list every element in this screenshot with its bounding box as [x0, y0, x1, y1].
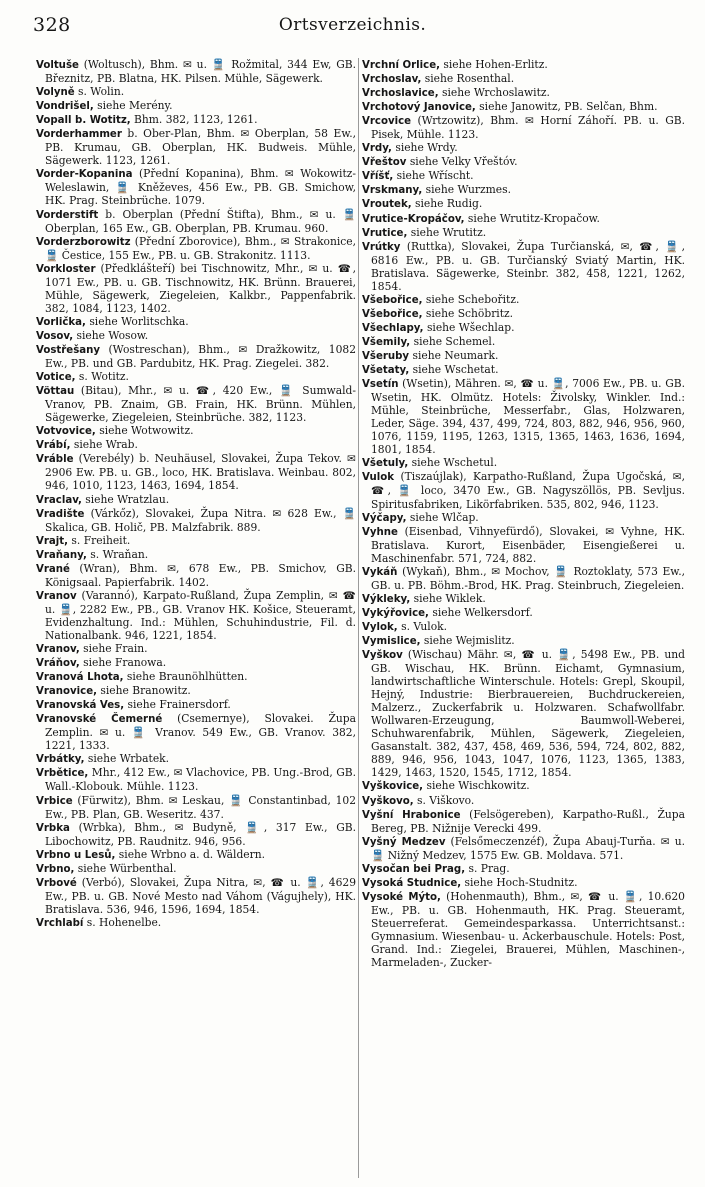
index-entry: [36, 848, 356, 862]
index-entry: [36, 127, 356, 167]
entry-text: (Varannó), Karpato-Rußland, Župa Zemplin, ✉ ☎ u. 🚆, 2282 Ew., PB., GB. Vranov HK. Košice, Steueramt, Evidenzhaltung. Ind.: Mühlen, Schuhindustrie, Fil. d. Nationalbank. 946, 1221, 1854.: [45, 588, 356, 642]
entry-headword: Vrcovice: [362, 116, 412, 128]
index-entry: [36, 167, 356, 207]
index-entry: [36, 656, 356, 670]
entry-text: s. Wraňan.: [90, 547, 149, 561]
index-entry: [36, 315, 356, 329]
entry-headword: Všetuly,: [362, 458, 409, 470]
index-entry: [36, 99, 356, 113]
entry-text: siehe Wratzlau.: [85, 492, 170, 506]
index-entry: [36, 752, 356, 766]
entry-headword: Vyhne: [362, 526, 398, 538]
entry-text: (Felsőmeczenzéf), Župa Abauj-Turňa. ✉ u. 🚆 Nižný Medzev, 1575 Ew. GB. Moldava. 571.: [371, 834, 685, 862]
entry-headword: Všeruby: [362, 350, 410, 362]
index-entry: [36, 329, 356, 343]
entry-headword: Votvovice,: [36, 426, 96, 438]
entry-text: (Wischau) Mähr. ✉, ☎ u. 🚆, 5498 Ew., PB. und GB. Wischau, HK. Brünn. Eichamt, Gymnasium, landwirtschaftliche Winterschule. Hotels: Grepl, Skoupil, Hejný, Industrie: Bierbrauereien, Buchdruckereien, Malzerz., Zuckerfabrik u. Holzwaren. Schafwollfabr. Wollwaren-Erzeugung, Baumwoll-Weberei, Schuhwarenfabrik, Mühlen, Sägewerk, Ziegeleien, Gasanstalt. 382, 437, 458, 469, 536, 594, 724, 802, 882, 889, 946, 956, 1043, 1047, 1076, 1123, 1365, 1383, 1429, 1463, 1520, 1545, 1712, 1854.: [371, 648, 685, 780]
index-entry: [362, 141, 685, 155]
entry-headword: Votice,: [36, 372, 76, 384]
index-entry: [36, 85, 356, 99]
entry-headword: Vysoké Mýto,: [362, 891, 441, 903]
index-entry: [36, 712, 356, 752]
entry-text: (Várkőz), Slovakei, Župa Nitra. ✉ 628 Ew., 🚆 Skalica, GB. Holič, PB. Malzfabrik. 889.: [45, 506, 356, 534]
entry-headword: Vroutek,: [362, 199, 412, 211]
entry-headword: Vraclav,: [36, 494, 82, 506]
index-entry: [362, 349, 685, 363]
index-entry: [362, 470, 685, 510]
index-entry: [362, 606, 685, 620]
page-header: [0, 14, 705, 40]
index-entry: [36, 113, 356, 127]
index-entry: [36, 507, 356, 534]
entry-headword: Vulok: [362, 472, 395, 484]
entry-headword: Vysoká Studnice,: [362, 877, 462, 889]
entry-text: siehe Schemel.: [413, 334, 496, 348]
entry-text: (Přední Zborovice), Bhm., ✉ Strakonice, 🚆 Čestice, 155 Ew., PB. u. GB. Strakonitz. 1113.: [45, 234, 356, 262]
entry-headword: Vrbka: [36, 822, 70, 834]
index-entry: [362, 620, 685, 634]
entry-headword: Vradište: [36, 508, 85, 520]
entry-text: (Verebély) b. Neuhäusel, Slovakei, Župa Tekov. ✉ 2906 Ew. PB. u. GB., loco, HK. Bratislava. Weinbau. 802, 946, 1010, 1123, 1463, 1694, 1854.: [45, 452, 356, 493]
entry-text: (Wykaň), Bhm., ✉ Mochov, 🚆 Roztoklaty, 573 Ew., GB. u. PB. Böhm.-Brod, HK. Prag. Steinbruch, Ziegeleien.: [371, 564, 685, 592]
entry-headword: Vráble: [36, 454, 74, 466]
index-entry: [36, 642, 356, 656]
index-entry: [36, 343, 356, 370]
index-entry: [362, 100, 685, 114]
entry-text: siehe Rosenthal.: [424, 72, 515, 86]
entry-text: siehe Wlčap.: [409, 510, 479, 524]
entry-text: siehe Wříscht.: [396, 169, 474, 183]
entry-headword: Vranov: [36, 590, 77, 602]
entry-text: siehe Frainersdorf.: [127, 698, 231, 712]
entry-text: b. Ober-Plan, Bhm. ✉ Oberplan, 58 Ew., PB. Krumau, GB. Oberplan, HK. Budweis. Mühle, Sägewerk. 1123, 1261.: [45, 127, 356, 168]
entry-text: b. Oberplan (Přední Štifta), Bhm., ✉ u. 🚆 Oberplan, 165 Ew., GB. Oberplan, PB. Krumau. 960.: [45, 207, 356, 235]
index-entry: [362, 307, 685, 321]
entry-headword: Výkleky,: [362, 593, 411, 605]
entry-text: siehe Wrbno a. d. Wäldern.: [118, 847, 266, 861]
index-entry: [36, 235, 356, 262]
entry-text: (Ruttka), Slovakei, Župa Turčianská, ✉, ☎, 🚆, 6816 Ew., PB. u. GB. Turčianský Sviatý Martin, HK. Bratislava. Sägewerke, Steinbr. 382, 458, 1221, 1262, 1854.: [371, 239, 685, 293]
index-entry: [36, 766, 356, 793]
entry-headword: Vylok,: [362, 621, 398, 633]
entry-headword: Volyně: [36, 87, 75, 99]
entry-headword: Vostřešany: [36, 344, 101, 356]
entry-text: (Wsetin), Mähren. ✉, ☎ u. 🚆, 7006 Ew., PB. u. GB. Wsetin, HK. Olmütz. Hotels: Živolsky, Winkler. Ind.: Mühle, Steinbrüche, Messerfabr., Glas, Holzwaren, Leder, Säge. 394, 437, 499, 724, 803, 882, 946, 956, 960, 1076, 1159, 1195, 1263, 1315, 1365, 1463, 1636, 1694, 1801, 1854.: [371, 377, 685, 457]
entry-headword: Vyškovice,: [362, 781, 424, 793]
index-entry: [36, 916, 356, 930]
index-entry: [362, 335, 685, 349]
entry-text: (Hohenmauth), Bhm., ✉, ☎ u. 🚆, 10.620 Ew., PB. u. GB. Hohenmauth, HK. Prag. Steueramt, Steuerreferat. Gemeindesparkassa. Unterrichtsanst.: Gymnasium. Wiesenbau- u. Ackerbauschule. Hotels: Post, Grand. Ind.: Ziegelei, Brauerei, Mühlen, Maschinen-, Marmeladen-, Zucker-: [371, 889, 685, 970]
entry-headword: Všebořice,: [362, 308, 423, 320]
index-entry: [362, 525, 685, 565]
entry-headword: Vyšný Medzev: [362, 836, 446, 848]
entry-text: siehe Wischkowitz.: [426, 779, 530, 793]
index-entry: [36, 262, 356, 315]
index-entry: [362, 592, 685, 606]
index-entry: [362, 794, 685, 808]
entry-text: s. Viškovo.: [417, 793, 475, 807]
index-entry: [362, 511, 685, 525]
entry-headword: Vranovice,: [36, 686, 97, 698]
entry-headword: Vrskmany,: [362, 185, 423, 197]
index-entry: [36, 424, 356, 438]
entry-text: siehe Schebořitz.: [425, 292, 520, 306]
entry-headword: Voltuše: [36, 60, 79, 71]
entry-headword: Vrútky: [362, 241, 401, 253]
entry-headword: Vrbátky,: [36, 754, 85, 766]
index-entry: [362, 226, 685, 240]
entry-headword: Vymislice,: [362, 635, 421, 647]
index-entry: [362, 862, 685, 876]
index-entry: [36, 698, 356, 712]
index-entry: [362, 634, 685, 648]
entry-headword: Vorder-Kopanina: [36, 169, 133, 181]
entry-text: siehe Braunöhlhütten.: [126, 670, 248, 684]
entry-text: siehe Franowa.: [83, 656, 167, 670]
entry-headword: Vondrišel,: [36, 101, 94, 113]
entry-headword: Vrbice: [36, 795, 73, 807]
entry-headword: Vrané: [36, 563, 70, 575]
index-entry: [362, 876, 685, 890]
entry-text: siehe Wschetat.: [412, 363, 499, 377]
entry-text: siehe Wejmislitz.: [423, 633, 515, 647]
entry-text: siehe Rudig.: [415, 197, 483, 211]
entry-headword: Vraňany,: [36, 549, 87, 561]
entry-text: (Wostreschan), Bhm., ✉ Dražkowitz, 1082 Ew., PB. und GB. Pardubitz, HK. Prag. Ziegelei. 382.: [45, 342, 356, 371]
entry-headword: Vřeštov: [362, 157, 407, 169]
entry-headword: Vrchlabí: [36, 917, 84, 929]
entry-text: (Předklášteří) bei Tischnowitz, Mhr., ✉ u. ☎, 1071 Ew., PB. u. GB. Tischnowitz, HK. Brünn. Brauerei, Mühle, Sägewerk, Ziegeleien, Kalkbr., Pappenfabrik. 382, 1084, 1123, 1402.: [45, 261, 356, 315]
entry-text: Bhm. 382, 1123, 1261.: [134, 113, 258, 127]
index-entry: [36, 452, 356, 492]
index-entry: [36, 58, 356, 85]
entry-text: (Fürwitz), Bhm. ✉ Leskau, 🚆 Constantinbad, 102 Ew., PB. Plan, GB. Weseritz. 437.: [45, 793, 356, 821]
entry-headword: Vrbno u Lesů,: [36, 849, 116, 861]
entry-headword: Vříšť,: [362, 171, 394, 183]
entry-headword: Vorderstift: [36, 209, 99, 221]
index-entry: [36, 794, 356, 821]
entry-headword: Vrchotový Janovice,: [362, 102, 476, 114]
entry-headword: Vranová Lhota,: [36, 672, 124, 684]
index-entry: [36, 821, 356, 848]
entry-headword: Vyškov: [362, 650, 403, 662]
entry-text: siehe Hohen-Erlitz.: [443, 58, 548, 71]
entry-headword: Vöttau: [36, 386, 75, 398]
entry-text: siehe Wrutitz-Kropačow.: [467, 211, 600, 225]
column-divider: [358, 58, 359, 1178]
index-entry: [36, 670, 356, 684]
entry-headword: Vráňov,: [36, 658, 80, 670]
entry-text: s. Prag.: [468, 861, 510, 875]
index-entry: [362, 363, 685, 377]
entry-headword: Vopall b. Wotitz,: [36, 115, 131, 127]
entry-text: s. Wolin.: [78, 85, 125, 99]
entry-text: siehe Hoch-Studnitz.: [464, 875, 578, 889]
index-entry: [362, 58, 685, 72]
entry-headword: Vrutice,: [362, 227, 408, 239]
index-entry: [362, 779, 685, 793]
entry-text: siehe Wiklek.: [413, 591, 486, 605]
entry-headword: Vrbětice,: [36, 768, 89, 780]
index-entry: [362, 565, 685, 592]
index-entry: [36, 208, 356, 235]
entry-text: siehe Würbenthal.: [77, 861, 177, 875]
entry-headword: Vrajt,: [36, 535, 69, 547]
entry-text: (Woltusch), Bhm. ✉ u. 🚆 Rožmital, 344 Ew, GB. Březnitz, PB. Blatna, HK. Pilsen. Mühle, Sägewerk.: [45, 58, 356, 86]
entry-text: siehe Neumark.: [412, 348, 499, 362]
index-entry: [362, 114, 685, 141]
entry-headword: Vrdy,: [362, 143, 392, 155]
entry-text: (Tiszaújlak), Karpatho-Rußland, Župa Ugočská, ✉, ☎, 🚆 loco, 3470 Ew., GB. Nagyszöllös, PB. Sevljus. Spiritusfabriken, Likörfabriken. 535, 802, 946, 1123.: [371, 470, 685, 511]
entry-headword: Vrchoslavice,: [362, 88, 439, 100]
entry-text: siehe Wrab.: [73, 438, 138, 452]
entry-headword: Vysočan bei Prag,: [362, 863, 466, 875]
index-entry: [362, 293, 685, 307]
index-entry: [362, 86, 685, 100]
entry-headword: Vyšní Hrabonice: [362, 809, 461, 821]
entry-headword: Vranovská Ves,: [36, 700, 125, 712]
entry-text: siehe Wotwowitz.: [99, 424, 194, 438]
entry-text: s. Hohenelbe.: [86, 915, 162, 929]
entry-headword: Vranovské Čemerné: [36, 714, 163, 726]
entry-text: siehe Wšechlap.: [426, 320, 515, 334]
index-entry: [362, 377, 685, 456]
entry-text: (Wrtzowitz), Bhm. ✉ Horní Záhoří. PB. u. GB. Pisek, Mühle. 1123.: [371, 114, 685, 142]
entry-headword: Vrbno,: [36, 863, 75, 875]
entry-headword: Všetaty,: [362, 365, 410, 377]
entry-text: siehe Wrchoslawitz.: [442, 86, 550, 100]
entry-headword: Výčapy,: [362, 512, 407, 524]
index-entry: [36, 438, 356, 452]
entry-headword: Vosov,: [36, 330, 74, 342]
entry-headword: Vranov,: [36, 644, 80, 656]
index-entry: [362, 456, 685, 470]
index-entry: [36, 384, 356, 424]
entry-text: (Wran), Bhm. ✉, 678 Ew., PB. Smichov, GB. Königsaal. Papierfabrik. 1402.: [45, 561, 356, 589]
entry-text: (Wrbka), Bhm., ✉ Budyně, 🚆, 317 Ew., GB. Libochowitz, PB. Raudnitz. 946, 956.: [45, 820, 356, 848]
entry-text: (Csemernye), Slovakei. Župa Zemplin. ✉ u. 🚆 Vranov. 549 Ew., GB. Vranov. 382, 1221, 1333.: [45, 712, 356, 753]
left-column: [36, 58, 356, 1176]
index-entry: [362, 183, 685, 197]
entry-headword: Vorlička,: [36, 316, 86, 328]
entry-text: (Felsögereben), Karpatho-Rußl., Župa Bereg, PB. Nižnije Verecki 499.: [371, 807, 685, 835]
page-title: Ortsverzeichnis.: [278, 15, 427, 35]
entry-text: Mhr., 412 Ew., ✉ Vlachovice, PB. Ung.-Brod, GB. Wall.-Klobouk. Mühle. 1123.: [45, 766, 356, 794]
entry-headword: Vrchoslav,: [362, 74, 422, 86]
entry-text: (Přední Kopanina), Bhm. ✉ Wokowitz-Weleslawin, 🚆 Kněževes, 456 Ew., PB. GB. Smichow, HK. Prag. Steinbrüche. 1079.: [45, 167, 356, 208]
entry-text: s. Vulok.: [401, 619, 448, 633]
entry-text: (Eisenbad, Vihnyefürdő), Slovakei, ✉ Vyhne, HK. Bratislava. Kurort, Eisenbäder, Eisengießerei u. Maschinenfabr. 571, 724, 882.: [371, 524, 685, 565]
index-entry: [36, 589, 356, 642]
entry-headword: Všechlapy,: [362, 322, 424, 334]
index-entry: [36, 548, 356, 562]
entry-headword: Vsetín: [362, 379, 399, 391]
index-entry: [362, 212, 685, 226]
index-entry: [362, 197, 685, 211]
entry-headword: Vykáň: [362, 566, 398, 578]
entry-headword: Vrutice-Kropáčov,: [362, 213, 465, 225]
index-entry: [36, 493, 356, 507]
entry-headword: Vrchní Orlice,: [362, 60, 440, 71]
entry-headword: Vyškovo,: [362, 795, 414, 807]
entry-text: siehe Janowitz, PB. Selčan, Bhm.: [479, 100, 658, 114]
entry-text: siehe Branowitz.: [100, 684, 191, 698]
entry-headword: Vrábí,: [36, 440, 71, 452]
index-entry: [362, 169, 685, 183]
entry-text: siehe Velky Vřeštóv.: [409, 155, 518, 169]
entry-headword: Vorderhammer: [36, 129, 122, 141]
index-entry: [362, 808, 685, 835]
entry-text: siehe Schöbritz.: [425, 306, 514, 320]
index-entry: [362, 890, 685, 969]
index-entry: [362, 72, 685, 86]
entry-text: siehe Wrdy.: [395, 141, 458, 155]
entry-text: (Verbó), Slovakei, Župa Nitra, ✉, ☎ u. 🚆, 4629 Ew., PB. u. GB. Nové Mesto nad Váhom (Vágujhely), HK. Bratislava. 536, 946, 1596, 1694, 1854.: [45, 875, 356, 916]
entry-text: siehe Wosow.: [76, 328, 149, 342]
entry-text: (Bitau), Mhr., ✉ u. ☎, 420 Ew., 🚆 Sumwald-Vranov, PB. Znaim, GB. Frain, HK. Brünn. Mühlen, Sägewerke, Ziegeleien, Steinbrüche. 382, 1123.: [45, 384, 356, 425]
index-entry: [36, 562, 356, 589]
right-column: [362, 58, 685, 1176]
index-entry: [36, 684, 356, 698]
entry-text: siehe Merény.: [97, 99, 173, 113]
entry-text: siehe Wrbatek.: [87, 752, 170, 766]
entry-text: siehe Frain.: [83, 642, 148, 656]
entry-text: siehe Wurzmes.: [425, 183, 511, 197]
index-entry: [36, 876, 356, 916]
index-entry: [362, 240, 685, 293]
entry-text: siehe Welkersdorf.: [432, 605, 533, 619]
index-entry: [362, 321, 685, 335]
entry-text: s. Freiheit.: [71, 533, 131, 547]
entry-headword: Všebořice,: [362, 294, 423, 306]
index-entry: [362, 155, 685, 169]
entry-text: s. Wotitz.: [78, 370, 129, 384]
page-number: 328: [33, 14, 71, 36]
entry-headword: Vorkloster: [36, 263, 96, 275]
index-entry: [36, 370, 356, 384]
entry-headword: Vrbové: [36, 877, 77, 889]
index-entry: [36, 862, 356, 876]
index-entry: [36, 534, 356, 548]
entry-text: siehe Worlitschka.: [89, 314, 189, 328]
entry-headword: Vorderzborowitz: [36, 236, 131, 248]
entry-text: siehe Wrutitz.: [410, 225, 487, 239]
index-entry: [362, 648, 685, 779]
entry-text: siehe Wschetul.: [411, 456, 498, 470]
entry-headword: Vykýřovice,: [362, 607, 429, 619]
index-entry: [362, 835, 685, 862]
entry-headword: Všemily,: [362, 336, 411, 348]
